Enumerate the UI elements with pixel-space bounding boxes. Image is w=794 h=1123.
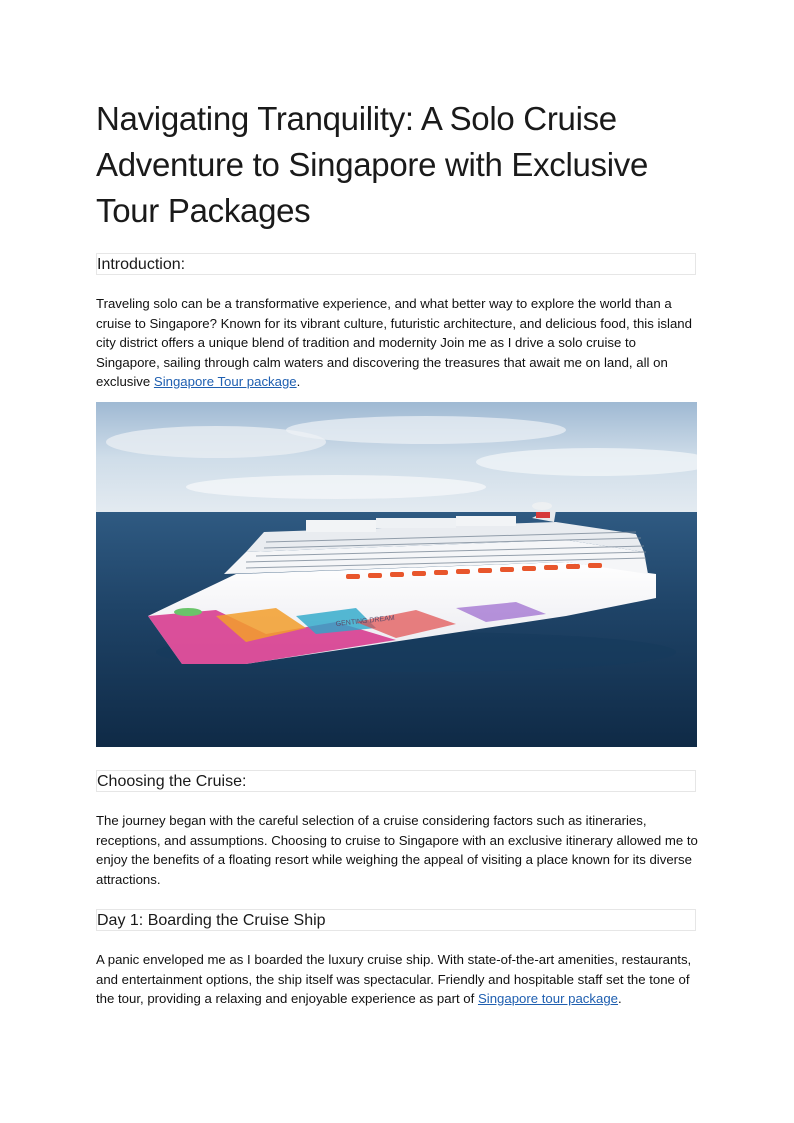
section-heading-day-1: Day 1: Boarding the Cruise Ship — [96, 909, 696, 931]
day-1-paragraph — [96, 950, 700, 1009]
section-heading-introduction: Introduction: — [96, 253, 696, 275]
section-heading-choosing-cruise: Choosing the Cruise: — [96, 770, 696, 792]
ship-hull-name: GENTING DREAM — [335, 614, 396, 628]
singapore-tour-package-link[interactable]: Singapore Tour package — [153, 374, 297, 389]
day-1-text: A panic enveloped me as I boarded the luxury cruise ship. With state-of-the-art amenities, restaurants, and entertainment options, the ship itself was spectacular. Friendly and hospitable staff set the tone of the tour, providing a relaxing and enjoyable experience as part of — [96, 952, 692, 1006]
singapore-tour-package-link-2[interactable]: Singapore tour package — [477, 991, 619, 1006]
cruise-ship-illustration — [96, 402, 697, 747]
cruise-ship-image — [96, 402, 697, 747]
day-1-text-end: . — [618, 991, 622, 1006]
choosing-cruise-paragraph: The journey began with the careful selection of a cruise considering factors such as itineraries, receptions, and assumptions. Choosing to cruise to Singapore with an exclusive itinerary allowed me to enjoy the benefits of a floating resort while weighing the appeal of visiting a place known for its diverse attractions. — [96, 813, 698, 887]
intro-paragraph — [96, 294, 700, 392]
intro-text-end: . — [296, 374, 301, 389]
intro-text: Traveling solo can be a transformative experience, and what better way to explore the world than a cruise to Singapore? Known for its vibrant culture, futuristic architecture, and delicious food, this island city district offers a unique blend of tradition and modernity Join me as I drive a solo cruise to Singapore, sailing through calm waters and discovering the treasures that await me on land, all on exclusive — [96, 296, 692, 389]
page-title: Navigating Tranquility: A Solo Cruise Adventure to Singapore with Exclusive Tour Packages — [96, 100, 649, 229]
